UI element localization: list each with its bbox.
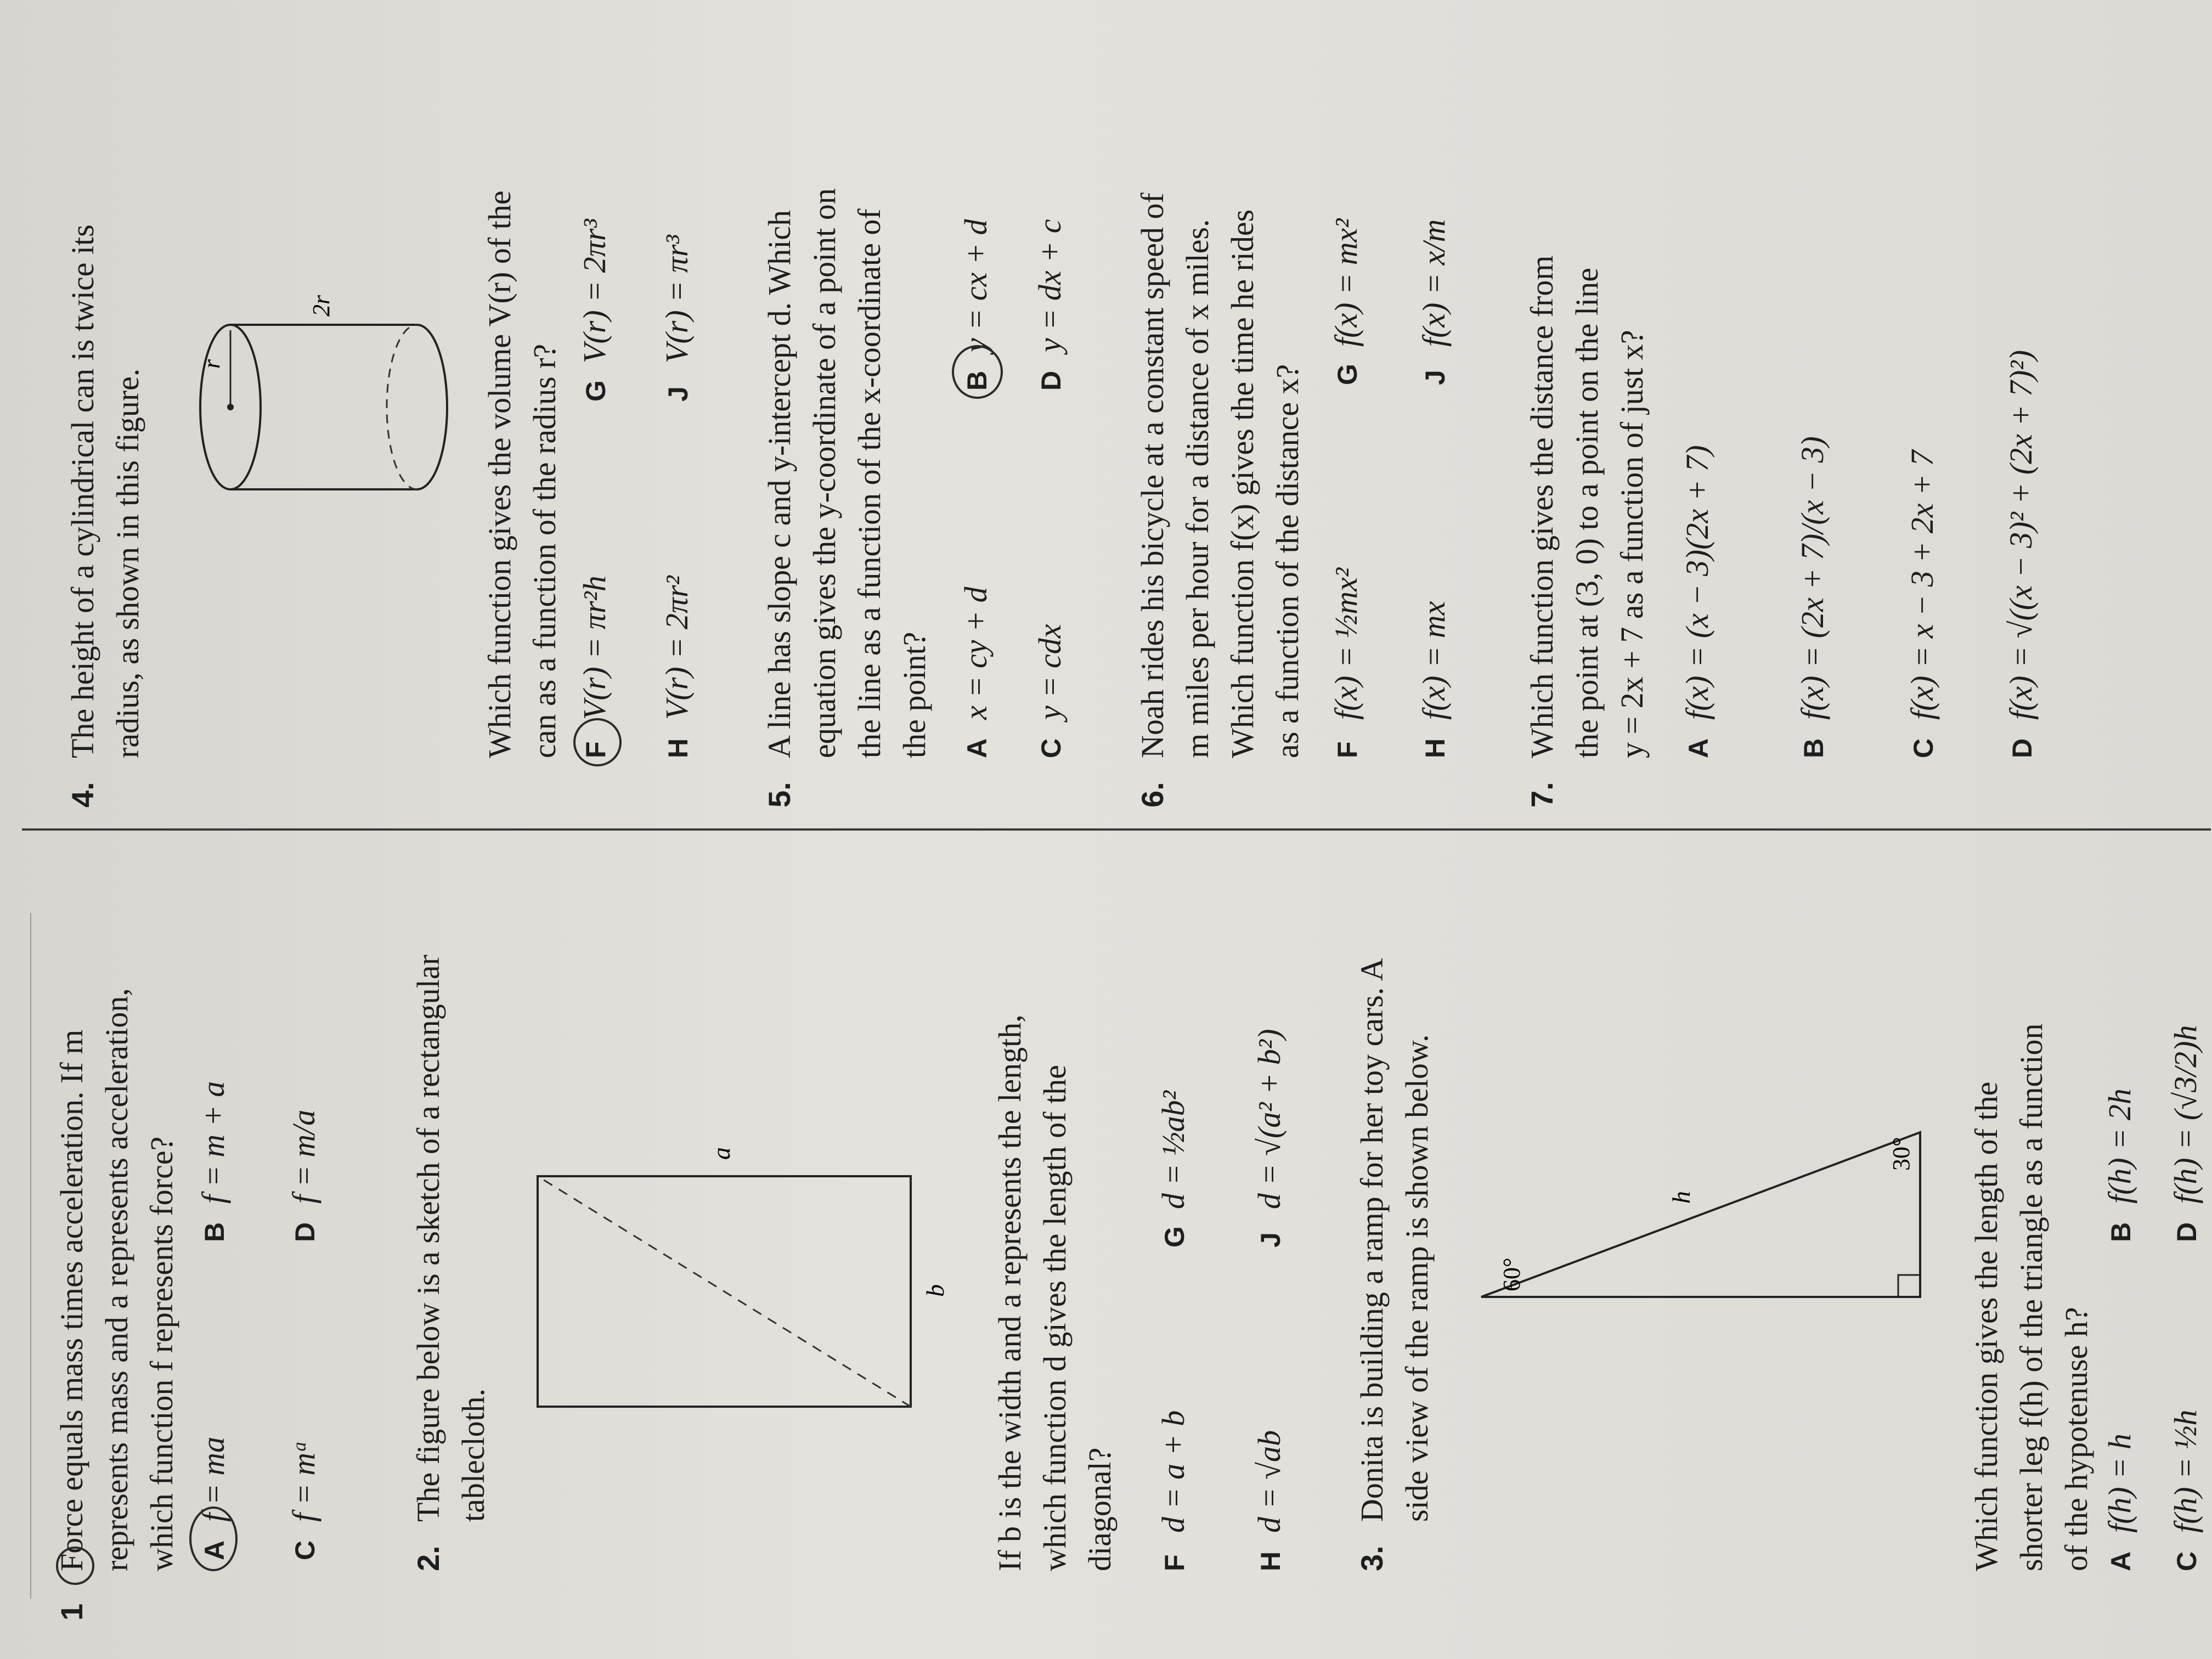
option-letter: B xyxy=(1798,738,1829,758)
question-4 xyxy=(60,7,150,808)
option-d[interactable] xyxy=(1031,219,1068,391)
option-c[interactable] xyxy=(1904,450,1940,758)
question-number: 6. xyxy=(1135,782,1170,808)
option-letter: C xyxy=(2171,1551,2202,1571)
question-stem: A line has slope c and y-intercept d. Which equation gives the y-coordinate of a point on the line as a function of the x-coordinate of the point? xyxy=(761,188,932,758)
option-letter: A xyxy=(199,1540,230,1560)
question-stem: The height of a cylindrical can is twice its radius, as shown in this figure. xyxy=(65,224,145,758)
option-letter: D xyxy=(2007,738,2038,758)
option-f[interactable] xyxy=(1328,568,1364,758)
question-prompt: If b is the width and a represents the length, which function d gives the length of the diagonal? xyxy=(992,1014,1118,1571)
center-dot xyxy=(227,404,234,410)
question-number: 7. xyxy=(1525,782,1559,808)
option-letter: H xyxy=(1420,738,1451,758)
option-letter: G xyxy=(1332,364,1363,385)
question-3 xyxy=(1350,853,1440,1571)
option-text: d = √ab xyxy=(1251,1430,1287,1533)
option-c[interactable] xyxy=(285,1440,322,1560)
hypotenuse-label: h xyxy=(1667,1191,1695,1204)
option-letter: F xyxy=(1159,1554,1190,1571)
option-letter: B xyxy=(2106,1222,2136,1242)
question-stem: Donita is building a ramp for her toy cars. A side view of the ramp is shown below. xyxy=(1354,958,1435,1522)
option-letter: F xyxy=(580,741,611,758)
option-letter: J xyxy=(1255,1232,1286,1248)
question-stem: The figure below is a sketch of a rectangular tablecloth. xyxy=(410,955,491,1522)
answer-circle xyxy=(573,718,622,766)
option-letter: A xyxy=(962,738,992,758)
option-d[interactable] xyxy=(2167,1025,2204,1242)
option-letter: G xyxy=(580,380,611,402)
option-letter: H xyxy=(1255,1551,1286,1571)
option-b[interactable] xyxy=(2101,1088,2138,1242)
height-label: b xyxy=(921,1284,949,1297)
right-column xyxy=(0,7,2212,819)
question-number: 2. xyxy=(411,1545,445,1571)
option-text: f = ma xyxy=(195,1436,231,1522)
question-prompt: Which function gives the volume V(r) of the can as a function of the radius r? xyxy=(482,190,562,758)
question-3-prompt xyxy=(1964,858,2099,1571)
option-b[interactable] xyxy=(195,1081,232,1242)
option-text: f(x) = ½mx² xyxy=(1328,567,1364,720)
option-text: f(h) = ½h xyxy=(2168,1409,2203,1533)
option-c[interactable] xyxy=(1031,624,1068,758)
ramp-figure xyxy=(1459,1099,1942,1352)
question-1 xyxy=(49,858,184,1621)
question-number: 5. xyxy=(762,782,797,808)
option-letter: D xyxy=(2171,1222,2202,1242)
radius-label: r xyxy=(198,359,225,369)
option-j[interactable] xyxy=(1415,219,1452,385)
answer-circle xyxy=(952,345,1003,399)
column-divider xyxy=(22,828,2211,831)
option-b[interactable] xyxy=(1794,436,1831,758)
left-column xyxy=(0,847,2212,1659)
option-a[interactable] xyxy=(2101,1434,2138,1571)
question-2 xyxy=(406,853,496,1571)
cylinder-figure xyxy=(187,286,472,517)
option-text: f(x) = x/m xyxy=(1416,219,1452,347)
answer-circle xyxy=(56,1547,94,1585)
tablecloth-figure xyxy=(527,1121,955,1429)
option-text: y = cx + d xyxy=(958,219,994,352)
option-letter: D xyxy=(1036,370,1066,391)
option-text: f = mᵃ xyxy=(286,1440,321,1522)
option-text: V(r) = πr²h xyxy=(577,575,612,720)
diagonal xyxy=(538,1176,911,1407)
option-text: y = cdx xyxy=(1032,624,1068,720)
option-text: f = m/a xyxy=(286,1109,321,1204)
width-label: a xyxy=(707,1147,735,1160)
triangle xyxy=(1481,1132,1920,1297)
question-stem: Noah rides his bicycle at a constant speed of m miles per hour for a distance of x miles. Which function f(x) gives the time he rides as a function of the distance x? xyxy=(1135,193,1305,758)
option-text: V(r) = 2πr³ xyxy=(577,219,612,363)
option-letter: A xyxy=(2106,1551,2136,1571)
option-d[interactable] xyxy=(2002,350,2039,758)
question-prompt: Which function gives the length of the shorter leg f(h) of the triangle as a function of the hypotenuse h? xyxy=(1968,1023,2094,1571)
question-2-prompt xyxy=(988,858,1122,1571)
question-number: 1 xyxy=(54,1603,89,1621)
option-text: f(x) = (2x + 7)/(x − 3) xyxy=(1795,436,1830,720)
option-h[interactable] xyxy=(658,575,695,758)
option-letter: C xyxy=(1908,738,1939,758)
option-j[interactable] xyxy=(658,235,695,402)
option-g[interactable] xyxy=(1155,1091,1192,1248)
option-letter: A xyxy=(1683,738,1714,758)
option-letter: C xyxy=(1036,738,1066,758)
option-text: d = ½ab² xyxy=(1155,1090,1191,1209)
option-letter: C xyxy=(290,1540,320,1560)
cylinder-bottom xyxy=(417,325,447,489)
option-d[interactable] xyxy=(285,1110,322,1242)
option-letter: H xyxy=(663,738,693,758)
height-label: 2r xyxy=(308,295,335,317)
option-letter: G xyxy=(1159,1226,1190,1248)
option-text: f(x) = mx xyxy=(1416,601,1452,720)
option-g[interactable] xyxy=(576,219,613,402)
option-text: f(x) = (x − 3)(2x + 7) xyxy=(1679,445,1715,720)
option-text: d = √(a² + b²) xyxy=(1251,1029,1287,1209)
option-text: f(h) = 2h xyxy=(2102,1088,2137,1204)
option-letter: J xyxy=(1420,370,1451,385)
option-h[interactable] xyxy=(1415,601,1452,758)
option-letter: B xyxy=(962,370,992,391)
option-text: y = dx + c xyxy=(1032,219,1068,352)
option-text: V(r) = πr³ xyxy=(659,235,695,363)
angle-30: 30° xyxy=(1888,1137,1915,1171)
option-text: d = a + b xyxy=(1155,1410,1191,1533)
option-letter: J xyxy=(663,386,693,402)
option-text: V(r) = 2πr² xyxy=(659,575,695,720)
option-letter: D xyxy=(290,1222,320,1242)
question-number: 4. xyxy=(65,782,100,808)
question-6 xyxy=(1130,7,1310,808)
question-7 xyxy=(1520,7,1655,808)
option-text: f(x) = √((x − 3)² + (2x + 7)²) xyxy=(2003,349,2039,720)
option-letter: F xyxy=(1332,741,1363,758)
option-g[interactable] xyxy=(1328,218,1364,385)
option-letter: B xyxy=(199,1222,230,1242)
option-text: f(x) = mx² xyxy=(1328,218,1364,347)
question-stem: Which function gives the distance from the point at (3, 0) to a point on the line y = 2x + 7 as a function of just x? xyxy=(1524,255,1650,758)
option-text: f(h) = h xyxy=(2102,1434,2137,1533)
option-j[interactable] xyxy=(1251,1029,1288,1248)
answer-circle xyxy=(189,1506,238,1571)
right-angle-mark xyxy=(1898,1275,1920,1297)
question-5 xyxy=(757,7,937,808)
question-number: 3. xyxy=(1355,1545,1389,1571)
question-stem: Force equals mass times acceleration. If m represents mass and a represents acceleration, which function f represents force? xyxy=(54,988,179,1571)
option-text: f(x) = x − 3 + 2x + 7 xyxy=(1904,450,1940,720)
option-a[interactable] xyxy=(957,586,994,758)
option-text: f = m + a xyxy=(195,1081,231,1204)
option-f[interactable] xyxy=(1155,1410,1192,1571)
option-text: f(h) = (√3/2)h xyxy=(2168,1025,2203,1204)
cylinder-bottom-hidden xyxy=(387,325,417,489)
option-a[interactable] xyxy=(1679,445,1716,758)
option-text: x = cy + d xyxy=(958,586,994,720)
question-4-prompt xyxy=(477,7,567,758)
option-h[interactable] xyxy=(1251,1430,1288,1571)
angle-60: 60° xyxy=(1498,1257,1525,1291)
option-c[interactable] xyxy=(2167,1410,2204,1571)
